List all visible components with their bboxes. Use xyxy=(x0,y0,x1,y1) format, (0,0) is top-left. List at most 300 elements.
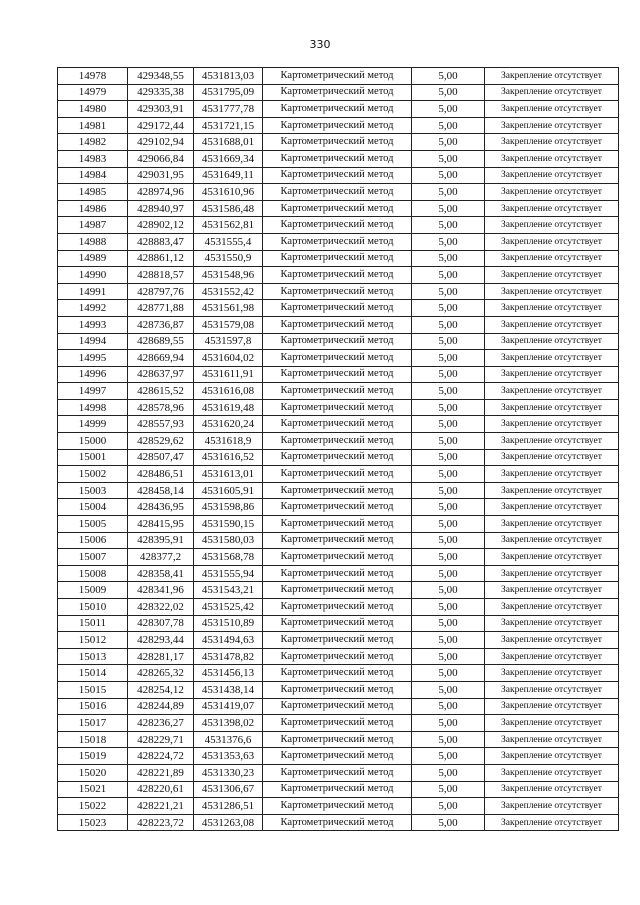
accuracy-cell: 5,00 xyxy=(412,433,485,450)
method-cell: Картометрический метод xyxy=(263,350,412,367)
point-number-cell: 14986 xyxy=(58,200,128,217)
point-number-cell: 14989 xyxy=(58,250,128,267)
y-coordinate-cell: 4531550,9 xyxy=(194,250,263,267)
table-row xyxy=(58,499,619,516)
accuracy-cell: 5,00 xyxy=(412,84,485,101)
accuracy-cell: 5,00 xyxy=(412,781,485,798)
fixation-cell: Закрепление отсутствует xyxy=(485,366,619,383)
table-row xyxy=(58,449,619,466)
y-coordinate-cell: 4531604,02 xyxy=(194,350,263,367)
method-cell: Картометрический метод xyxy=(263,781,412,798)
y-coordinate-cell: 4531669,34 xyxy=(194,150,263,167)
table-row xyxy=(58,250,619,267)
point-number-cell: 15001 xyxy=(58,449,128,466)
x-coordinate-cell: 428818,57 xyxy=(128,267,194,284)
table-row xyxy=(58,466,619,483)
y-coordinate-cell: 4531438,14 xyxy=(194,681,263,698)
method-cell: Картометрический метод xyxy=(263,632,412,649)
fixation-cell: Закрепление отсутствует xyxy=(485,516,619,533)
point-number-cell: 15016 xyxy=(58,698,128,715)
x-coordinate-cell: 428507,47 xyxy=(128,449,194,466)
x-coordinate-cell: 428669,94 xyxy=(128,350,194,367)
accuracy-cell: 5,00 xyxy=(412,482,485,499)
accuracy-cell: 5,00 xyxy=(412,250,485,267)
method-cell: Картометрический метод xyxy=(263,433,412,450)
fixation-cell: Закрепление отсутствует xyxy=(485,814,619,831)
fixation-cell: Закрепление отсутствует xyxy=(485,250,619,267)
y-coordinate-cell: 4531263,08 xyxy=(194,814,263,831)
fixation-cell: Закрепление отсутствует xyxy=(485,283,619,300)
table-row xyxy=(58,814,619,831)
point-number-cell: 14991 xyxy=(58,283,128,300)
point-number-cell: 14987 xyxy=(58,217,128,234)
y-coordinate-cell: 4531649,11 xyxy=(194,167,263,184)
point-number-cell: 14980 xyxy=(58,101,128,118)
accuracy-cell: 5,00 xyxy=(412,715,485,732)
y-coordinate-cell: 4531721,15 xyxy=(194,117,263,134)
fixation-cell: Закрепление отсутствует xyxy=(485,316,619,333)
point-number-cell: 15014 xyxy=(58,665,128,682)
point-number-cell: 15013 xyxy=(58,648,128,665)
table-row xyxy=(58,316,619,333)
fixation-cell: Закрепление отсутствует xyxy=(485,532,619,549)
x-coordinate-cell: 428281,17 xyxy=(128,648,194,665)
fixation-cell: Закрепление отсутствует xyxy=(485,217,619,234)
fixation-cell: Закрепление отсутствует xyxy=(485,648,619,665)
point-number-cell: 14994 xyxy=(58,333,128,350)
table-row xyxy=(58,200,619,217)
method-cell: Картометрический метод xyxy=(263,267,412,284)
y-coordinate-cell: 4531586,48 xyxy=(194,200,263,217)
y-coordinate-cell: 4531795,09 xyxy=(194,84,263,101)
point-number-cell: 14984 xyxy=(58,167,128,184)
y-coordinate-cell: 4531478,82 xyxy=(194,648,263,665)
method-cell: Картометрический метод xyxy=(263,748,412,765)
y-coordinate-cell: 4531688,01 xyxy=(194,134,263,151)
x-coordinate-cell: 428229,71 xyxy=(128,731,194,748)
point-number-cell: 14997 xyxy=(58,383,128,400)
accuracy-cell: 5,00 xyxy=(412,748,485,765)
accuracy-cell: 5,00 xyxy=(412,316,485,333)
point-number-cell: 15008 xyxy=(58,565,128,582)
table-row xyxy=(58,748,619,765)
fixation-cell: Закрепление отсутствует xyxy=(485,599,619,616)
method-cell: Картометрический метод xyxy=(263,416,412,433)
point-number-cell: 15006 xyxy=(58,532,128,549)
accuracy-cell: 5,00 xyxy=(412,267,485,284)
point-number-cell: 15012 xyxy=(58,632,128,649)
accuracy-cell: 5,00 xyxy=(412,449,485,466)
y-coordinate-cell: 4531598,86 xyxy=(194,499,263,516)
y-coordinate-cell: 4531777,78 xyxy=(194,101,263,118)
fixation-cell: Закрепление отсутствует xyxy=(485,117,619,134)
x-coordinate-cell: 428395,91 xyxy=(128,532,194,549)
table-row xyxy=(58,516,619,533)
method-cell: Картометрический метод xyxy=(263,516,412,533)
method-cell: Картометрический метод xyxy=(263,366,412,383)
accuracy-cell: 5,00 xyxy=(412,150,485,167)
y-coordinate-cell: 4531616,52 xyxy=(194,449,263,466)
accuracy-cell: 5,00 xyxy=(412,665,485,682)
accuracy-cell: 5,00 xyxy=(412,416,485,433)
method-cell: Картометрический метод xyxy=(263,549,412,566)
accuracy-cell: 5,00 xyxy=(412,68,485,85)
table-row xyxy=(58,681,619,698)
x-coordinate-cell: 428415,95 xyxy=(128,516,194,533)
table-row xyxy=(58,84,619,101)
table-row xyxy=(58,350,619,367)
accuracy-cell: 5,00 xyxy=(412,681,485,698)
point-number-cell: 15018 xyxy=(58,731,128,748)
point-number-cell: 14999 xyxy=(58,416,128,433)
y-coordinate-cell: 4531494,63 xyxy=(194,632,263,649)
table-row xyxy=(58,482,619,499)
x-coordinate-cell: 428341,96 xyxy=(128,582,194,599)
x-coordinate-cell: 429102,94 xyxy=(128,134,194,151)
y-coordinate-cell: 4531580,03 xyxy=(194,532,263,549)
fixation-cell: Закрепление отсутствует xyxy=(485,681,619,698)
fixation-cell: Закрепление отсутствует xyxy=(485,267,619,284)
fixation-cell: Закрепление отсутствует xyxy=(485,300,619,317)
fixation-cell: Закрепление отсутствует xyxy=(485,466,619,483)
accuracy-cell: 5,00 xyxy=(412,798,485,815)
point-number-cell: 14996 xyxy=(58,366,128,383)
point-number-cell: 14979 xyxy=(58,84,128,101)
method-cell: Картометрический метод xyxy=(263,399,412,416)
x-coordinate-cell: 428223,72 xyxy=(128,814,194,831)
x-coordinate-cell: 429303,91 xyxy=(128,101,194,118)
table-row xyxy=(58,781,619,798)
accuracy-cell: 5,00 xyxy=(412,599,485,616)
fixation-cell: Закрепление отсутствует xyxy=(485,150,619,167)
accuracy-cell: 5,00 xyxy=(412,764,485,781)
y-coordinate-cell: 4531618,9 xyxy=(194,433,263,450)
x-coordinate-cell: 428486,51 xyxy=(128,466,194,483)
accuracy-cell: 5,00 xyxy=(412,549,485,566)
x-coordinate-cell: 429031,95 xyxy=(128,167,194,184)
y-coordinate-cell: 4531619,48 xyxy=(194,399,263,416)
method-cell: Картометрический метод xyxy=(263,532,412,549)
point-number-cell: 15009 xyxy=(58,582,128,599)
accuracy-cell: 5,00 xyxy=(412,399,485,416)
table-row xyxy=(58,715,619,732)
accuracy-cell: 5,00 xyxy=(412,731,485,748)
method-cell: Картометрический метод xyxy=(263,134,412,151)
y-coordinate-cell: 4531562,81 xyxy=(194,217,263,234)
method-cell: Картометрический метод xyxy=(263,798,412,815)
accuracy-cell: 5,00 xyxy=(412,167,485,184)
fixation-cell: Закрепление отсутствует xyxy=(485,433,619,450)
x-coordinate-cell: 429172,44 xyxy=(128,117,194,134)
x-coordinate-cell: 428771,88 xyxy=(128,300,194,317)
y-coordinate-cell: 4531552,42 xyxy=(194,283,263,300)
x-coordinate-cell: 428307,78 xyxy=(128,615,194,632)
fixation-cell: Закрепление отсутствует xyxy=(485,233,619,250)
method-cell: Картометрический метод xyxy=(263,316,412,333)
y-coordinate-cell: 4531398,02 xyxy=(194,715,263,732)
method-cell: Картометрический метод xyxy=(263,814,412,831)
fixation-cell: Закрепление отсутствует xyxy=(485,549,619,566)
fixation-cell: Закрепление отсутствует xyxy=(485,565,619,582)
x-coordinate-cell: 428265,32 xyxy=(128,665,194,682)
accuracy-cell: 5,00 xyxy=(412,383,485,400)
table-row xyxy=(58,648,619,665)
fixation-cell: Закрепление отсутствует xyxy=(485,383,619,400)
fixation-cell: Закрепление отсутствует xyxy=(485,184,619,201)
table-row xyxy=(58,532,619,549)
page-number: 330 xyxy=(309,38,331,51)
method-cell: Картометрический метод xyxy=(263,84,412,101)
point-number-cell: 14998 xyxy=(58,399,128,416)
point-number-cell: 15015 xyxy=(58,681,128,698)
y-coordinate-cell: 4531610,96 xyxy=(194,184,263,201)
method-cell: Картометрический метод xyxy=(263,715,412,732)
x-coordinate-cell: 428637,97 xyxy=(128,366,194,383)
accuracy-cell: 5,00 xyxy=(412,184,485,201)
table-row xyxy=(58,134,619,151)
accuracy-cell: 5,00 xyxy=(412,233,485,250)
fixation-cell: Закрепление отсутствует xyxy=(485,632,619,649)
y-coordinate-cell: 4531590,15 xyxy=(194,516,263,533)
method-cell: Картометрический метод xyxy=(263,764,412,781)
point-number-cell: 15000 xyxy=(58,433,128,450)
fixation-cell: Закрепление отсутствует xyxy=(485,499,619,516)
fixation-cell: Закрепление отсутствует xyxy=(485,350,619,367)
table-row xyxy=(58,599,619,616)
table-row xyxy=(58,167,619,184)
point-number-cell: 14981 xyxy=(58,117,128,134)
accuracy-cell: 5,00 xyxy=(412,648,485,665)
y-coordinate-cell: 4531813,03 xyxy=(194,68,263,85)
method-cell: Картометрический метод xyxy=(263,499,412,516)
method-cell: Картометрический метод xyxy=(263,599,412,616)
y-coordinate-cell: 4531568,78 xyxy=(194,549,263,566)
point-number-cell: 15005 xyxy=(58,516,128,533)
fixation-cell: Закрепление отсутствует xyxy=(485,715,619,732)
point-number-cell: 15011 xyxy=(58,615,128,632)
point-number-cell: 14985 xyxy=(58,184,128,201)
x-coordinate-cell: 428940,97 xyxy=(128,200,194,217)
y-coordinate-cell: 4531306,67 xyxy=(194,781,263,798)
y-coordinate-cell: 4531597,8 xyxy=(194,333,263,350)
y-coordinate-cell: 4531548,96 xyxy=(194,267,263,284)
y-coordinate-cell: 4531620,24 xyxy=(194,416,263,433)
fixation-cell: Закрепление отсутствует xyxy=(485,399,619,416)
method-cell: Картометрический метод xyxy=(263,283,412,300)
point-number-cell: 15023 xyxy=(58,814,128,831)
method-cell: Картометрический метод xyxy=(263,233,412,250)
coordinates-table-body xyxy=(58,68,619,831)
accuracy-cell: 5,00 xyxy=(412,366,485,383)
accuracy-cell: 5,00 xyxy=(412,333,485,350)
x-coordinate-cell: 428436,95 xyxy=(128,499,194,516)
method-cell: Картометрический метод xyxy=(263,167,412,184)
fixation-cell: Закрепление отсутствует xyxy=(485,698,619,715)
accuracy-cell: 5,00 xyxy=(412,117,485,134)
x-coordinate-cell: 428883,47 xyxy=(128,233,194,250)
x-coordinate-cell: 428861,12 xyxy=(128,250,194,267)
coordinates-table xyxy=(57,67,619,831)
y-coordinate-cell: 4531543,21 xyxy=(194,582,263,599)
method-cell: Картометрический метод xyxy=(263,217,412,234)
accuracy-cell: 5,00 xyxy=(412,350,485,367)
fixation-cell: Закрепление отсутствует xyxy=(485,333,619,350)
point-number-cell: 15022 xyxy=(58,798,128,815)
method-cell: Картометрический метод xyxy=(263,101,412,118)
y-coordinate-cell: 4531561,98 xyxy=(194,300,263,317)
table-row xyxy=(58,184,619,201)
point-number-cell: 15017 xyxy=(58,715,128,732)
y-coordinate-cell: 4531555,94 xyxy=(194,565,263,582)
fixation-cell: Закрепление отсутствует xyxy=(485,781,619,798)
method-cell: Картометрический метод xyxy=(263,565,412,582)
table-row xyxy=(58,383,619,400)
x-coordinate-cell: 429066,84 xyxy=(128,150,194,167)
method-cell: Картометрический метод xyxy=(263,582,412,599)
accuracy-cell: 5,00 xyxy=(412,101,485,118)
table-row xyxy=(58,433,619,450)
fixation-cell: Закрепление отсутствует xyxy=(485,449,619,466)
fixation-cell: Закрепление отсутствует xyxy=(485,731,619,748)
method-cell: Картометрический метод xyxy=(263,665,412,682)
y-coordinate-cell: 4531613,01 xyxy=(194,466,263,483)
y-coordinate-cell: 4531353,63 xyxy=(194,748,263,765)
point-number-cell: 15007 xyxy=(58,549,128,566)
method-cell: Картометрический метод xyxy=(263,449,412,466)
fixation-cell: Закрепление отсутствует xyxy=(485,615,619,632)
point-number-cell: 14992 xyxy=(58,300,128,317)
y-coordinate-cell: 4531616,08 xyxy=(194,383,263,400)
x-coordinate-cell: 428974,96 xyxy=(128,184,194,201)
accuracy-cell: 5,00 xyxy=(412,466,485,483)
point-number-cell: 14983 xyxy=(58,150,128,167)
x-coordinate-cell: 428797,76 xyxy=(128,283,194,300)
accuracy-cell: 5,00 xyxy=(412,283,485,300)
point-number-cell: 15021 xyxy=(58,781,128,798)
table-row xyxy=(58,764,619,781)
table-row xyxy=(58,399,619,416)
table-row xyxy=(58,267,619,284)
table-row xyxy=(58,217,619,234)
method-cell: Картометрический метод xyxy=(263,648,412,665)
fixation-cell: Закрепление отсутствует xyxy=(485,764,619,781)
x-coordinate-cell: 428615,52 xyxy=(128,383,194,400)
table-row xyxy=(58,798,619,815)
point-number-cell: 15020 xyxy=(58,764,128,781)
x-coordinate-cell: 428224,72 xyxy=(128,748,194,765)
method-cell: Картометрический метод xyxy=(263,200,412,217)
point-number-cell: 14978 xyxy=(58,68,128,85)
table-row xyxy=(58,731,619,748)
point-number-cell: 14993 xyxy=(58,316,128,333)
fixation-cell: Закрепление отсутствует xyxy=(485,582,619,599)
method-cell: Картометрический метод xyxy=(263,731,412,748)
fixation-cell: Закрепление отсутствует xyxy=(485,482,619,499)
table-row xyxy=(58,233,619,250)
table-row xyxy=(58,565,619,582)
y-coordinate-cell: 4531611,91 xyxy=(194,366,263,383)
table-row xyxy=(58,300,619,317)
point-number-cell: 15003 xyxy=(58,482,128,499)
point-number-cell: 15002 xyxy=(58,466,128,483)
x-coordinate-cell: 428377,2 xyxy=(128,549,194,566)
table-row xyxy=(58,615,619,632)
y-coordinate-cell: 4531579,08 xyxy=(194,316,263,333)
x-coordinate-cell: 428557,93 xyxy=(128,416,194,433)
method-cell: Картометрический метод xyxy=(263,150,412,167)
table-row xyxy=(58,366,619,383)
method-cell: Картометрический метод xyxy=(263,117,412,134)
x-coordinate-cell: 428736,87 xyxy=(128,316,194,333)
fixation-cell: Закрепление отсутствует xyxy=(485,665,619,682)
accuracy-cell: 5,00 xyxy=(412,814,485,831)
accuracy-cell: 5,00 xyxy=(412,615,485,632)
point-number-cell: 14982 xyxy=(58,134,128,151)
fixation-cell: Закрепление отсутствует xyxy=(485,134,619,151)
x-coordinate-cell: 428244,89 xyxy=(128,698,194,715)
y-coordinate-cell: 4531376,6 xyxy=(194,731,263,748)
accuracy-cell: 5,00 xyxy=(412,698,485,715)
accuracy-cell: 5,00 xyxy=(412,200,485,217)
point-number-cell: 15004 xyxy=(58,499,128,516)
x-coordinate-cell: 428358,41 xyxy=(128,565,194,582)
accuracy-cell: 5,00 xyxy=(412,300,485,317)
method-cell: Картометрический метод xyxy=(263,250,412,267)
table-row xyxy=(58,101,619,118)
table-row xyxy=(58,416,619,433)
table-row xyxy=(58,283,619,300)
x-coordinate-cell: 428578,96 xyxy=(128,399,194,416)
table-row xyxy=(58,549,619,566)
accuracy-cell: 5,00 xyxy=(412,632,485,649)
y-coordinate-cell: 4531605,91 xyxy=(194,482,263,499)
accuracy-cell: 5,00 xyxy=(412,134,485,151)
fixation-cell: Закрепление отсутствует xyxy=(485,84,619,101)
fixation-cell: Закрепление отсутствует xyxy=(485,416,619,433)
point-number-cell: 14990 xyxy=(58,267,128,284)
y-coordinate-cell: 4531510,89 xyxy=(194,615,263,632)
x-coordinate-cell: 428293,44 xyxy=(128,632,194,649)
x-coordinate-cell: 429335,38 xyxy=(128,84,194,101)
accuracy-cell: 5,00 xyxy=(412,582,485,599)
x-coordinate-cell: 428529,62 xyxy=(128,433,194,450)
x-coordinate-cell: 428220,61 xyxy=(128,781,194,798)
method-cell: Картометрический метод xyxy=(263,300,412,317)
method-cell: Картометрический метод xyxy=(263,68,412,85)
y-coordinate-cell: 4531286,51 xyxy=(194,798,263,815)
y-coordinate-cell: 4531525,42 xyxy=(194,599,263,616)
y-coordinate-cell: 4531419,07 xyxy=(194,698,263,715)
method-cell: Картометрический метод xyxy=(263,466,412,483)
table-row xyxy=(58,333,619,350)
table-row xyxy=(58,698,619,715)
x-coordinate-cell: 428902,12 xyxy=(128,217,194,234)
method-cell: Картометрический метод xyxy=(263,383,412,400)
fixation-cell: Закрепление отсутствует xyxy=(485,798,619,815)
table-row xyxy=(58,665,619,682)
point-number-cell: 15010 xyxy=(58,599,128,616)
accuracy-cell: 5,00 xyxy=(412,532,485,549)
method-cell: Картометрический метод xyxy=(263,681,412,698)
fixation-cell: Закрепление отсутствует xyxy=(485,167,619,184)
table-row xyxy=(58,150,619,167)
accuracy-cell: 5,00 xyxy=(412,565,485,582)
y-coordinate-cell: 4531555,4 xyxy=(194,233,263,250)
x-coordinate-cell: 428458,14 xyxy=(128,482,194,499)
method-cell: Картометрический метод xyxy=(263,333,412,350)
accuracy-cell: 5,00 xyxy=(412,499,485,516)
y-coordinate-cell: 4531456,13 xyxy=(194,665,263,682)
